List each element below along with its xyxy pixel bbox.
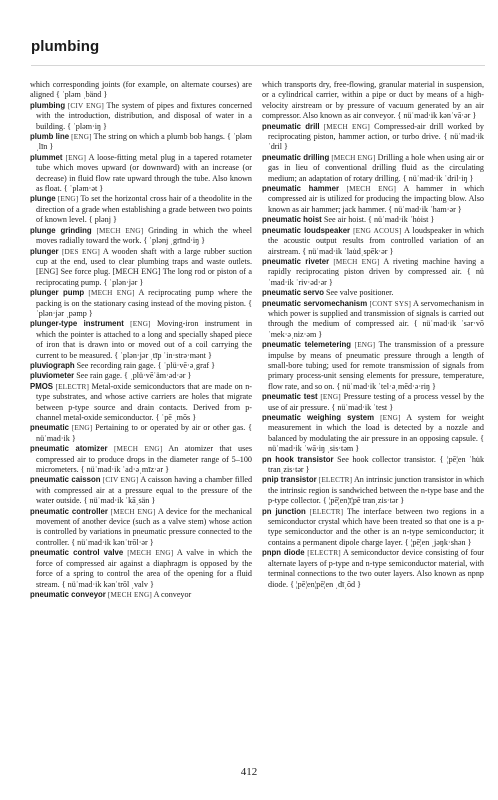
entry-headword: pluviograph xyxy=(30,360,75,370)
entry-headword: pneumatic test xyxy=(262,392,318,402)
entry-headword: pneumatic drilling xyxy=(262,152,330,162)
dictionary-entry xyxy=(30,100,252,132)
entry-definition: Drilling a hole when using air or gas in lieu of conventional drilling fluid as the circulating medium; an adaptation of rotary drilling. { nüˈmad·ik ˈdril·iŋ } xyxy=(268,152,484,183)
entry-headword: plunger pump xyxy=(30,288,85,298)
dictionary-entry xyxy=(30,152,252,195)
entry-definition: A conveyor xyxy=(153,589,192,599)
entry-definition: Pertaining to or operated by air or other gas. { nüˈmad·ik } xyxy=(36,423,252,443)
entry-definition: An intrinsic junction transistor in which the intrinsic region is sandwiched between the n-type base and the p-type collector. { ¦pē¦en¦ī¦pē tranˌzis·tər } xyxy=(268,475,484,506)
entry-definition: See valve positioner. xyxy=(326,288,394,298)
entry-headword: plunge xyxy=(30,194,56,204)
entry-headword: pn junction xyxy=(262,506,306,516)
entry-headword: pneumatic telemetering xyxy=(262,340,352,350)
entry-definition: See recording rain gage. { ˈplü·vē·əˌgraf } xyxy=(76,360,216,370)
entry-headword: plummet xyxy=(30,152,63,162)
entry-headword: pneumatic conveyor xyxy=(30,589,106,599)
dictionary-entry xyxy=(30,80,252,101)
subject-label: [ELECTR] xyxy=(309,507,344,516)
entry-headword: plumb line xyxy=(30,132,70,142)
dictionary-entry xyxy=(262,256,484,288)
dictionary-entry xyxy=(262,548,484,590)
subject-label: [ENG] xyxy=(380,414,401,422)
dictionary-entry xyxy=(262,121,484,153)
dictionary-entry xyxy=(30,444,252,475)
entry-definition: Compressed-air drill worked by reciprocating piston, hammer action, or turbo drive. { nüˈmad·ik ˈdril } xyxy=(268,121,484,152)
dictionary-entry xyxy=(262,454,484,476)
entry-headword: pneumatic riveter xyxy=(262,256,330,266)
dictionary-entry xyxy=(30,506,252,549)
entry-definition: The system of pipes and fixtures concerned with the introduction, distribution, and disposal of water in a building. { ˈpləm·iŋ } xyxy=(36,100,252,131)
dictionary-entry xyxy=(30,360,252,371)
dictionary-entry xyxy=(30,475,252,506)
dictionary-entry xyxy=(30,225,252,247)
entry-headword: pneumatic weighing system xyxy=(262,413,375,422)
subject-label: [ELECTR] xyxy=(307,549,341,558)
entry-headword: pneumatic control valve xyxy=(30,548,124,558)
subject-label: [ENG] xyxy=(71,133,92,142)
entry-definition: See rain gage. { ˌplü·vēˈäm·əd·ər } xyxy=(76,371,192,381)
left-column xyxy=(30,80,252,730)
entry-headword: pnip transistor xyxy=(262,475,317,485)
subject-label: [MECH ENG] xyxy=(96,226,144,235)
subject-label: [ENG ACOUS] xyxy=(353,226,402,235)
entry-headword: PMOS xyxy=(30,381,53,391)
entry-headword: pluviometer xyxy=(30,371,75,381)
subject-label: [MECH ENG] xyxy=(107,590,152,599)
dictionary-entry xyxy=(30,246,252,289)
entry-definition: See air hoist. { nüˈmad·ik ˈhȯist } xyxy=(323,215,435,225)
dictionary-entry xyxy=(262,215,484,225)
entry-headword: pneumatic xyxy=(30,423,69,433)
dictionary-entry xyxy=(30,371,252,381)
entry-definition: The transmission of a pressure impulse by means of pneumatic pressure through a length of small-bore tubing; used for remote transmission of signals from primary process-unit sensing elements for pressure, temperature, flow rate, and so on. { nüˈmad·ik ˈtel·əˌmēd·ə·riŋ } xyxy=(268,340,484,391)
entry-headword: pnpn diode xyxy=(262,548,305,558)
subject-label: [CONT SYS] xyxy=(369,299,412,308)
subject-label: [MECH ENG] xyxy=(346,185,397,194)
entry-headword: plunger-type instrument xyxy=(30,319,124,329)
entry-definition: Moving-iron instrument in which the pointer is attached to a long and specially shaped piece of iron that is drawn into or moved out of a coil carrying the current to be measured. { ˈplən·jər ˌtīp ˈin·strə·mənt } xyxy=(36,319,252,360)
dictionary-entry xyxy=(30,548,252,590)
subject-label: [CIV ENG] xyxy=(67,101,104,110)
subject-label: [ENG] xyxy=(354,341,376,350)
entry-definition: A loudspeaker in which the acoustic output results from controlled variation of an airstream. { nüˈmad·ik ˈlau̇dˌspēk·ər } xyxy=(268,225,484,256)
entry-headword: pneumatic hoist xyxy=(262,215,322,225)
page-number: 412 xyxy=(240,766,258,778)
entry-definition: To set the horizontal cross hair of a theodolite in the direction of a grade when establishing a grade between two points of known level. { plənj } xyxy=(36,194,252,225)
entry-definition: A hammer in which compressed air is utilized for producing the impacting blow. Also known as air hammer; jack hammer. { nüˈmad·ik ˈham·ər } xyxy=(268,184,484,214)
entry-headword: plunger xyxy=(30,246,59,256)
dictionary-entry xyxy=(262,506,484,549)
entry-definition: A valve in which the force of compressed air against a diaphragm is opposed by the force of a spring to control the area of the opening for a fluid stream. { nüˈmad·ik kənˈtrōl ˌvalv } xyxy=(36,548,252,589)
entry-headword: plumbing xyxy=(30,100,66,110)
dictionary-entry xyxy=(30,194,252,225)
dictionary-entry xyxy=(262,392,484,413)
entry-headword: pneumatic loudspeaker xyxy=(262,225,351,235)
entry-headword: pneumatic servo xyxy=(262,288,324,298)
entry-definition: which corresponding joints (for example, on alternate courses) are aligned { ˈpləm ˌbänd } xyxy=(30,80,252,100)
dictionary-entry xyxy=(262,413,484,455)
dictionary-entry xyxy=(30,423,252,444)
subject-label: [MECH ENG] xyxy=(333,257,380,266)
dictionary-entry xyxy=(262,80,484,122)
subject-label: [ELECTR] xyxy=(55,382,90,391)
entry-definition: Pressure testing of a process vessel by the use of air pressure. { nüˈmad·ik ˈtest } xyxy=(268,392,484,412)
entry-headword: pneumatic drill xyxy=(262,121,320,131)
dictionary-entry xyxy=(30,319,252,361)
entry-headword: pneumatic atomizer xyxy=(30,444,108,454)
entry-definition: A wooden shaft with a large rubber suction cup at the end, used to clear plumbing traps and waste outlets. [ENG] See force plug. [MECH ENG] The long rod or piston of a reciprocating pump. { ˈplən·jər } xyxy=(36,246,252,287)
dictionary-entry xyxy=(30,589,252,600)
subject-label: [ENG] xyxy=(130,320,151,329)
entry-definition: An atomizer that uses compressed air to produce drops in the diameter range of 5–100 micrometers. { nüˈmad·ik ˈad·əˌmīz·ər } xyxy=(36,444,252,475)
subject-label: [MECH ENG] xyxy=(113,445,163,454)
entry-definition: Metal-oxide semiconductors that are made on n-type substrates, and whose active carriers are holes that migrate between p-type source and drain contacts. Derived from p-channel metal-oxide semiconductor. { ˈpē ˌmōs } xyxy=(36,381,252,422)
running-head: plumbing xyxy=(31,38,100,55)
entry-definition: A semiconductor device consisting of four alternate layers of p-type and n-type semiconductor material, with terminal connections to the two outer layers. Also known as npnp diode. { ¦pē¦en¦pē¦en ˌdīˌōd } xyxy=(268,548,484,589)
subject-label: [DES ENG] xyxy=(61,247,100,256)
subject-label: [MECH ENG] xyxy=(331,153,376,162)
entry-definition: A caisson having a chamber filled with compressed air at a pressure equal to the pressure of the water outside. { nüˈmad·ik ˈkāˌsän } xyxy=(36,475,252,506)
dictionary-entry xyxy=(30,132,252,153)
dictionary-entry xyxy=(262,340,484,392)
subject-label: [ENG] xyxy=(71,424,93,433)
entry-definition: See hook collector transistor. { ¦pē¦en ˈhu̇k tranˌzis·tər } xyxy=(268,454,484,475)
entry-definition: The string on which a plumb bob hangs. { ˈpləm ˌlīn } xyxy=(36,132,252,152)
dictionary-entry xyxy=(30,288,252,319)
entry-headword: pneumatic caisson xyxy=(30,475,101,485)
dictionary-entry xyxy=(262,184,484,215)
subject-label: [ENG] xyxy=(320,393,341,402)
subject-label: [ELECTR] xyxy=(318,476,353,485)
subject-label: [MECH ENG] xyxy=(88,289,135,298)
subject-label: [MECH ENG] xyxy=(323,122,370,131)
dictionary-entry xyxy=(262,288,484,298)
right-column xyxy=(262,80,484,730)
entry-headword: pneumatic controller xyxy=(30,506,108,516)
entry-headword: pneumatic servomechanism xyxy=(262,298,368,308)
entry-headword: plunge grinding xyxy=(30,225,92,235)
subject-label: [ENG] xyxy=(65,153,87,162)
entry-definition: A riveting machine having a rapidly reciprocating piston driven by compressed air. { nüˈmad·ik ˈriv·əd·ər } xyxy=(268,256,484,287)
dictionary-entry xyxy=(262,475,484,506)
dictionary-entry xyxy=(262,298,484,341)
entry-definition: A servomechanism in which power is supplied and transmission of signals is carried out through the medium of compressed air. { nüˈmad·ik ˈsər·vōˈmek·əˌniz·əm } xyxy=(268,298,484,339)
entry-definition: Grinding in which the wheel moves radially toward the work. { ˈplənj ˌgrīnd·iŋ } xyxy=(36,225,252,246)
dictionary-entry xyxy=(30,381,252,424)
subject-label: [MECH ENG] xyxy=(110,507,156,516)
entry-headword: pneumatic hammer xyxy=(262,184,339,194)
entry-definition: A reciprocating pump where the packing is on the stationary casing instead of the moving piston. { ˈplən·jər ˌpəmp } xyxy=(36,288,252,318)
subject-label: [CIV ENG] xyxy=(102,476,139,485)
entry-headword: pn hook transistor xyxy=(262,454,334,464)
entry-definition: A loose-fitting metal plug in a tapered rotameter tube which moves upward (or downward) with an increase (or decrease) in fluid flow rate upward through the tube. Also known as float. { ˈpləm·ət } xyxy=(36,152,252,194)
entry-definition: which transports dry, free-flowing, granular material in suspension, or a cylindrical carrier, within a pipe or duct by means of a high-velocity airstream or by pressure of vacuum generated by an air compressor. Also known as air conveyor. { nüˈmad·ik kənˈvā·ər } xyxy=(262,80,484,121)
entry-definition: A system for weight measurement in which the load is detected by a nozzle and balanced by modulating the air pressure in an opposing capsule. { nüˈmad·ik ˈwā·iŋ ˌsis·təm } xyxy=(268,413,484,454)
dictionary-entry xyxy=(262,225,484,257)
subject-label: [MECH ENG] xyxy=(127,549,174,558)
subject-label: [ENG] xyxy=(57,195,79,204)
entry-definition: The interface between two regions in a semiconductor crystal which have been treated so that one is a p-type semiconductor and the other is an n-type semiconductor; it contains a permanent dipole charge layer. { ¦pē¦en ˌjəŋk·shən } xyxy=(268,506,484,547)
header-rule xyxy=(31,65,485,66)
entry-definition: A device for the mechanical movement of another device (such as a valve stem) whose action is controlled by variations in pneumatic pressure connected to the controller. { nüˈmad·ik kənˈtrōl·ər } xyxy=(36,506,252,547)
dictionary-entry xyxy=(262,152,484,184)
